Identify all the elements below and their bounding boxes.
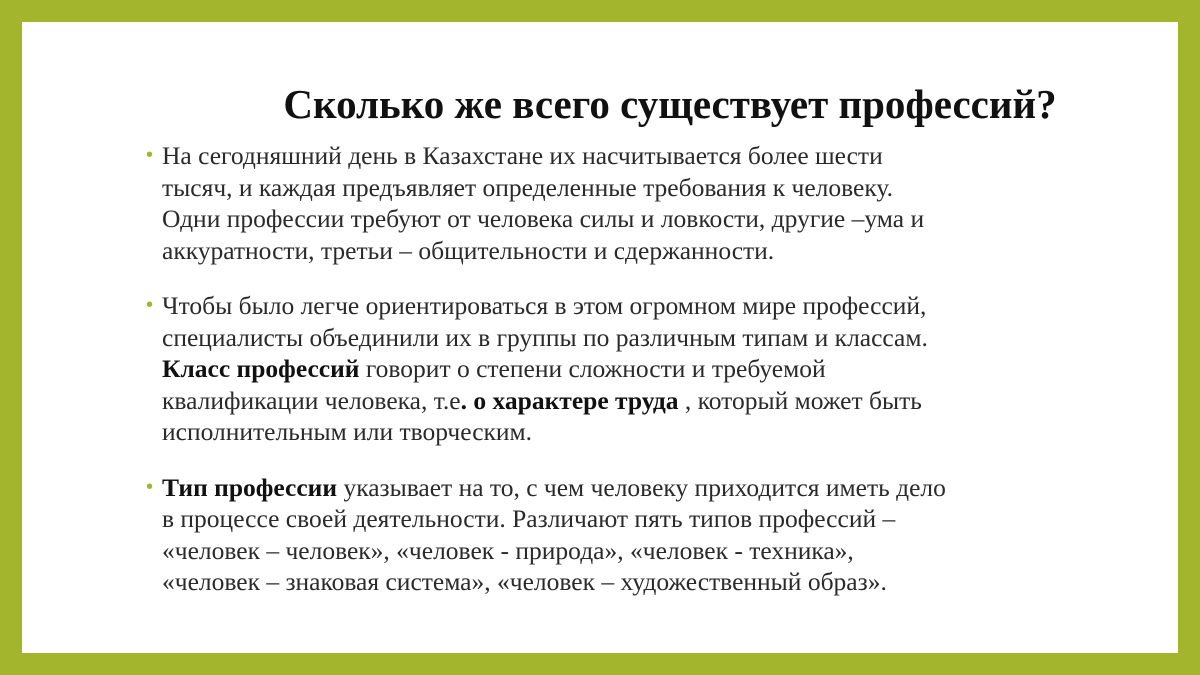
bullet-icon: •: [146, 294, 154, 316]
bold-term-character: . о характере труда: [460, 385, 679, 415]
slide: [22, 22, 1178, 653]
bullet-text-part: Чтобы было легче ориентироваться в этом огромном мире профессий, специалисты объединили их в группы по различным типам и классам.: [162, 291, 928, 352]
bold-term-type: Тип профессии: [162, 472, 338, 502]
bullet-list: [146, 140, 1146, 598]
bold-term-class: Класс профессий: [162, 354, 360, 383]
bullet-text: [162, 473, 946, 597]
bullet-item-2: [146, 290, 1146, 448]
bullet-text-part: , который может быть исполнительным или творческим.: [162, 385, 922, 446]
bullet-text-part: указывает на то, с чем человеку приходится иметь дело в процессе своей деятельности. Различают пять типов профессий – «человек – человек», «человек - природа», «человек - техника», «человек – знаковая система», «человек – художественный образ».: [162, 472, 946, 596]
bullet-icon: •: [146, 475, 154, 498]
bullet-item-3: [146, 472, 1146, 598]
bullet-item-1: [146, 140, 1146, 266]
bullet-text-part: говорит о степени сложности и требуемой квалификации человека, т.е: [162, 354, 826, 415]
bullet-text: [162, 291, 928, 446]
bullet-text: На сегодняшний день в Казахстане их насчитывается более шести тысяч, и каждая предъявляет определенные требования к человеку. Одни профессии требуют от человека силы и ловкости, другие –ума и аккуратности, третьи – общительности и сдержанности.: [162, 141, 925, 265]
bullet-icon: •: [146, 144, 154, 166]
slide-title: Сколько же всего существует профессий?: [283, 81, 1057, 127]
